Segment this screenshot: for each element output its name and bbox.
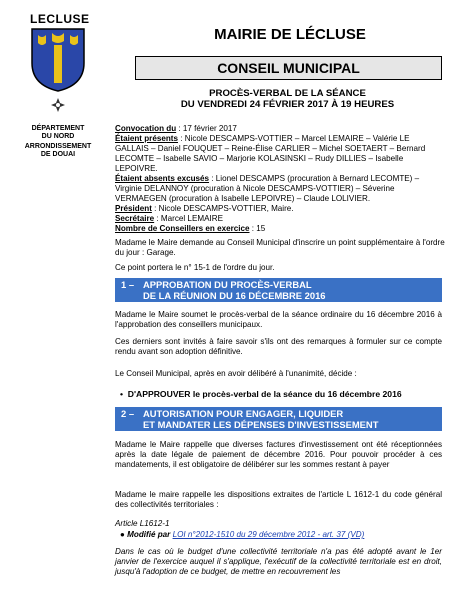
- dept-line2: DU NORD: [41, 133, 75, 141]
- department-label: [8, 125, 108, 142]
- section-1-title: [143, 279, 326, 301]
- section-2-title: [143, 408, 378, 430]
- excuses-value: : Lionel DESCAMPS (procuration à Bernard LECOMTE) – Virginie DELANNOY (procuration à Nicole DESCAMPS-VOTTIER) – Séverine VERMAEGEN (procuration à Isabelle LEPOIVRE) – Claude LOLIVIER.: [115, 174, 420, 203]
- mairie-title: MAIRIE DE LÉCLUSE: [214, 26, 366, 43]
- section-1-decision: [120, 389, 402, 399]
- presents-line: [115, 134, 445, 174]
- convocation-line: [115, 124, 445, 134]
- secretaire-value: : Marcel LEMAIRE: [154, 214, 223, 223]
- nombre-value: : 15: [249, 224, 266, 233]
- presents-value: : Nicole DESCAMPS-VOTTIER – Marcel LEMAIRE – Valérie LE GALLAIS – Daniel FOUQUET – Reine-Élise CARLIER – Michel SOETAERT – Bernard LECOMTE – Isabelle SAVIO – Marjorie KOLASINSKI – Rudy DILLIES – Isabelle LEPOIVRE.: [115, 134, 426, 173]
- arrondissement-label: [8, 143, 108, 160]
- bullet-icon: •: [120, 389, 128, 399]
- law-link[interactable]: LOI n°2012-1510 du 29 décembre 2012 - art. 37 (VD): [172, 530, 365, 539]
- section-1-number: 1 –: [121, 279, 135, 290]
- pv-title-line1: PROCÈS-VERBAL DE LA SÉANCE: [209, 88, 366, 99]
- pv-title: [115, 88, 450, 110]
- section-2-paragraph-3: Dans le cas où le budget d'une collectivité territoriale n'a pas été adopté avant le 1er janvier de l'exercice auquel il s'applique, l'exécutif de la collectivité territoriale est en droit, jusqu'à l'adoption de ce budget, de mettre en recouvrement les: [115, 547, 442, 576]
- president-value: : Nicole DESCAMPS-VOTTIER, Maire.: [151, 204, 294, 213]
- coat-of-arms-icon: [30, 27, 86, 93]
- section-1-title-line1: APPROBATION DU PROCÈS-VERBAL: [143, 279, 312, 290]
- section-2-title-line1: AUTORISATION POUR ENGAGER, LIQUIDER: [143, 408, 344, 419]
- excuses-line: [115, 174, 445, 204]
- section-2-title-line2: ET MANDATER LES DÉPENSES D'INVESTISSEMENT: [143, 419, 379, 430]
- arr-line1: ARRONDISSEMENT: [24, 143, 92, 150]
- crest-title: LECLUSE: [30, 12, 90, 26]
- secretaire-label: Secrétaire: [115, 214, 155, 223]
- nombre-line: [115, 224, 445, 234]
- intro-paragraph-1: Madame le Maire demande au Conseil Municipal d'inscrire un point supplémentaire à l'ordre du jour : Garage.: [115, 238, 445, 257]
- modifie-label: Modifié par: [127, 530, 171, 539]
- decision-text: D'APPROUVER le procès-verbal de la séance du 16 décembre 2016: [127, 389, 402, 399]
- section-1-header: [115, 278, 442, 302]
- pv-title-line2: DU VENDREDI 24 FÉVRIER 2017 À 19 HEURES: [180, 99, 395, 110]
- convocation-label: Convocation du: [115, 124, 177, 133]
- section-1-title-line2: DE LA RÉUNION DU 16 DÉCEMBRE 2016: [143, 290, 326, 301]
- section-2-header: [115, 407, 442, 431]
- section-1-paragraph-1: Madame le Maire soumet le procès-verbal de la séance ordinaire du 16 décembre 2016 à l'approbation des conseillers municipaux.: [115, 310, 442, 329]
- intro-paragraph-2: Ce point portera le n° 15-1 de l'ordre du jour.: [115, 263, 275, 272]
- president-line: [115, 204, 445, 214]
- convocation-value: : 17 février 2017: [176, 124, 237, 133]
- section-1-paragraph-3: Le Conseil Municipal, après en avoir délibéré à l'unanimité, décide :: [115, 369, 357, 378]
- secretaire-line: [115, 214, 445, 224]
- section-2-paragraph-1: Madame le Maire rappelle que diverses factures d'investissement ont été réceptionnées après la date légale de paiement de décembre 2016. Pour pouvoir procéder à ces mandatements, il est obligatoire de délibérer sur les sommes restant à payer: [115, 440, 442, 469]
- president-label: Président: [115, 204, 152, 213]
- section-2-paragraph-2: Madame le maire rappelle les dispositions extraites de l'article L 1612-1 du code général des collectivités territoriales :: [115, 490, 442, 509]
- modifie-par-line: [120, 530, 440, 540]
- bullet-small-icon: ●: [120, 530, 128, 539]
- section-2-number: 2 –: [121, 408, 135, 419]
- cross-decoration-icon: [50, 97, 66, 113]
- arr-line2: DE DOUAI: [40, 151, 76, 159]
- section-1-paragraph-2: Ces derniers sont invités à faire savoir s'ils ont des remarques à formuler sur ce compte rendu avant son adoption définitive.: [115, 337, 442, 356]
- presents-label: Étaient présents: [115, 134, 178, 143]
- dept-line1: DÉPARTEMENT: [31, 125, 85, 132]
- excuses-label: Étaient absents excusés: [115, 174, 210, 183]
- conseil-municipal-box: [135, 56, 442, 80]
- article-reference: Article L1612-1: [115, 519, 170, 528]
- conseil-title: CONSEIL MUNICIPAL: [217, 60, 360, 76]
- nombre-label: Nombre de Conseillers en exercice: [115, 224, 250, 233]
- attendance-block: [115, 124, 445, 234]
